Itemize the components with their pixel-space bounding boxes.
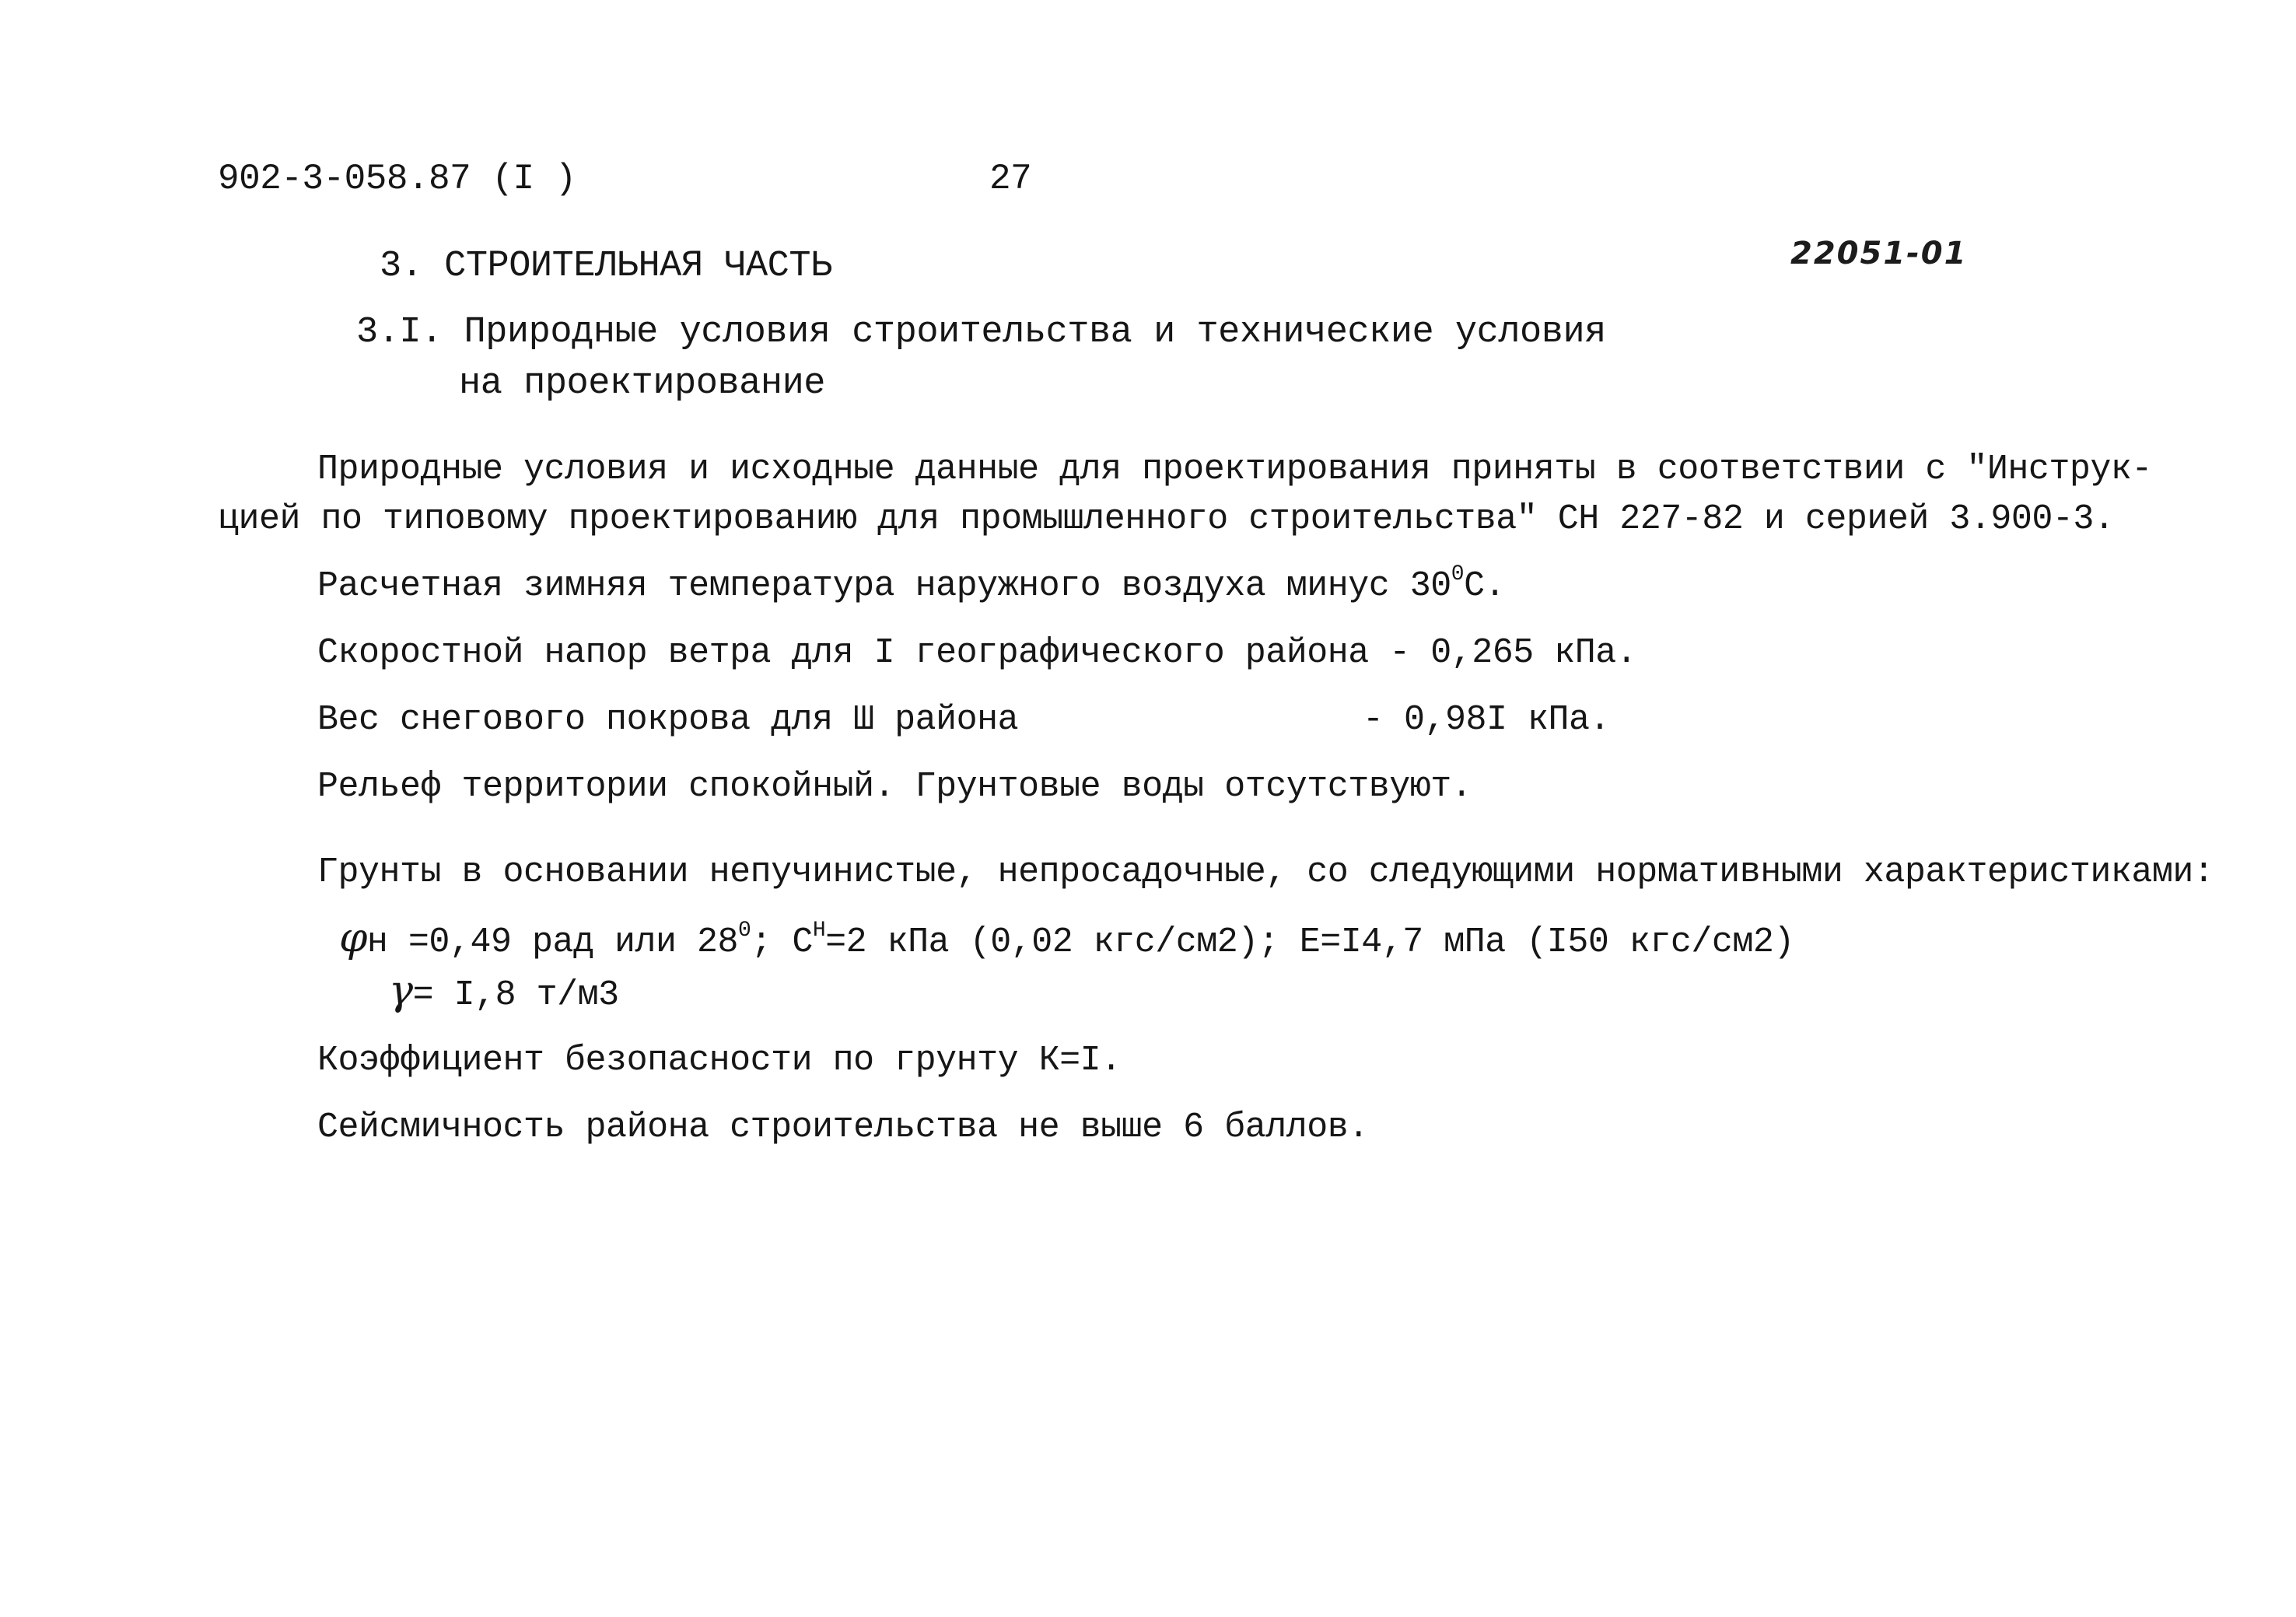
handwritten-code: 22051-01 [1790,236,1968,271]
degree-superscript: 0 [1451,562,1465,586]
document-code: 902-3-058.87 (I ) [218,159,576,199]
formula1-part2: ; С [751,922,813,962]
section-title: 3. СТРОИТЕЛЬНАЯ ЧАСТЬ [380,246,832,287]
subsection-title-line2: на проектирование [459,363,825,404]
gamma-symbol: γ [389,968,413,1014]
paragraph-natural-conditions-line1: Природные условия и исходные данные для проектирования приняты в соответствии с "Инструк- [317,450,2152,489]
paragraph-safety-factor: Коэффициент безопасности по грунту К=I. [317,1041,1122,1080]
subsection-title-line1: 3.I. Природные условия строительства и технические условия [356,312,1606,353]
formula1-part1: н =0,49 рад или 28 [366,922,739,962]
winter-temperature-unit: С. [1464,566,1506,606]
snow-load-value: - 0,98I кПа. [1363,700,1611,740]
winter-temperature-text: Расчетная зимняя температура наружного воздуха минус 30 [317,566,1451,606]
formula1-degree: 0 [738,919,751,943]
formula2-text: = I,8 т/м3 [412,975,619,1015]
page-number: 27 [989,159,1032,199]
paragraph-soils: Грунты в основании непучинистые, непросадочные, со следующими нормативными характеристиками: [317,852,2214,892]
paragraph-natural-conditions-line2: цией по типовому проектированию для промышленного строительства" СН 227-82 и серией 3.900-3. [218,499,2115,539]
paragraph-wind-pressure: Скоростной напор ветра для I географического района - 0,265 кПа. [317,633,1637,673]
paragraph-terrain: Рельеф территории спокойный. Грунтовые воды отсутствуют. [317,767,1472,807]
formula1-part3: =2 кПа (0,02 кгс/см2); Е=I4,7 мПа (I50 кгс/см2) [825,922,1794,962]
paragraph-seismicity: Сейсмичность района строительства не выше 6 баллов. [317,1108,1369,1147]
soil-formula-line1 [339,916,1794,964]
paragraph-winter-temperature [317,562,1506,608]
soil-formula-line2 [389,969,619,1017]
formula1-cohesion-sup: Н [812,919,826,943]
snow-load-label: Вес снегового покрова для Ш района [317,700,1019,740]
phi-symbol: φ [339,915,367,961]
